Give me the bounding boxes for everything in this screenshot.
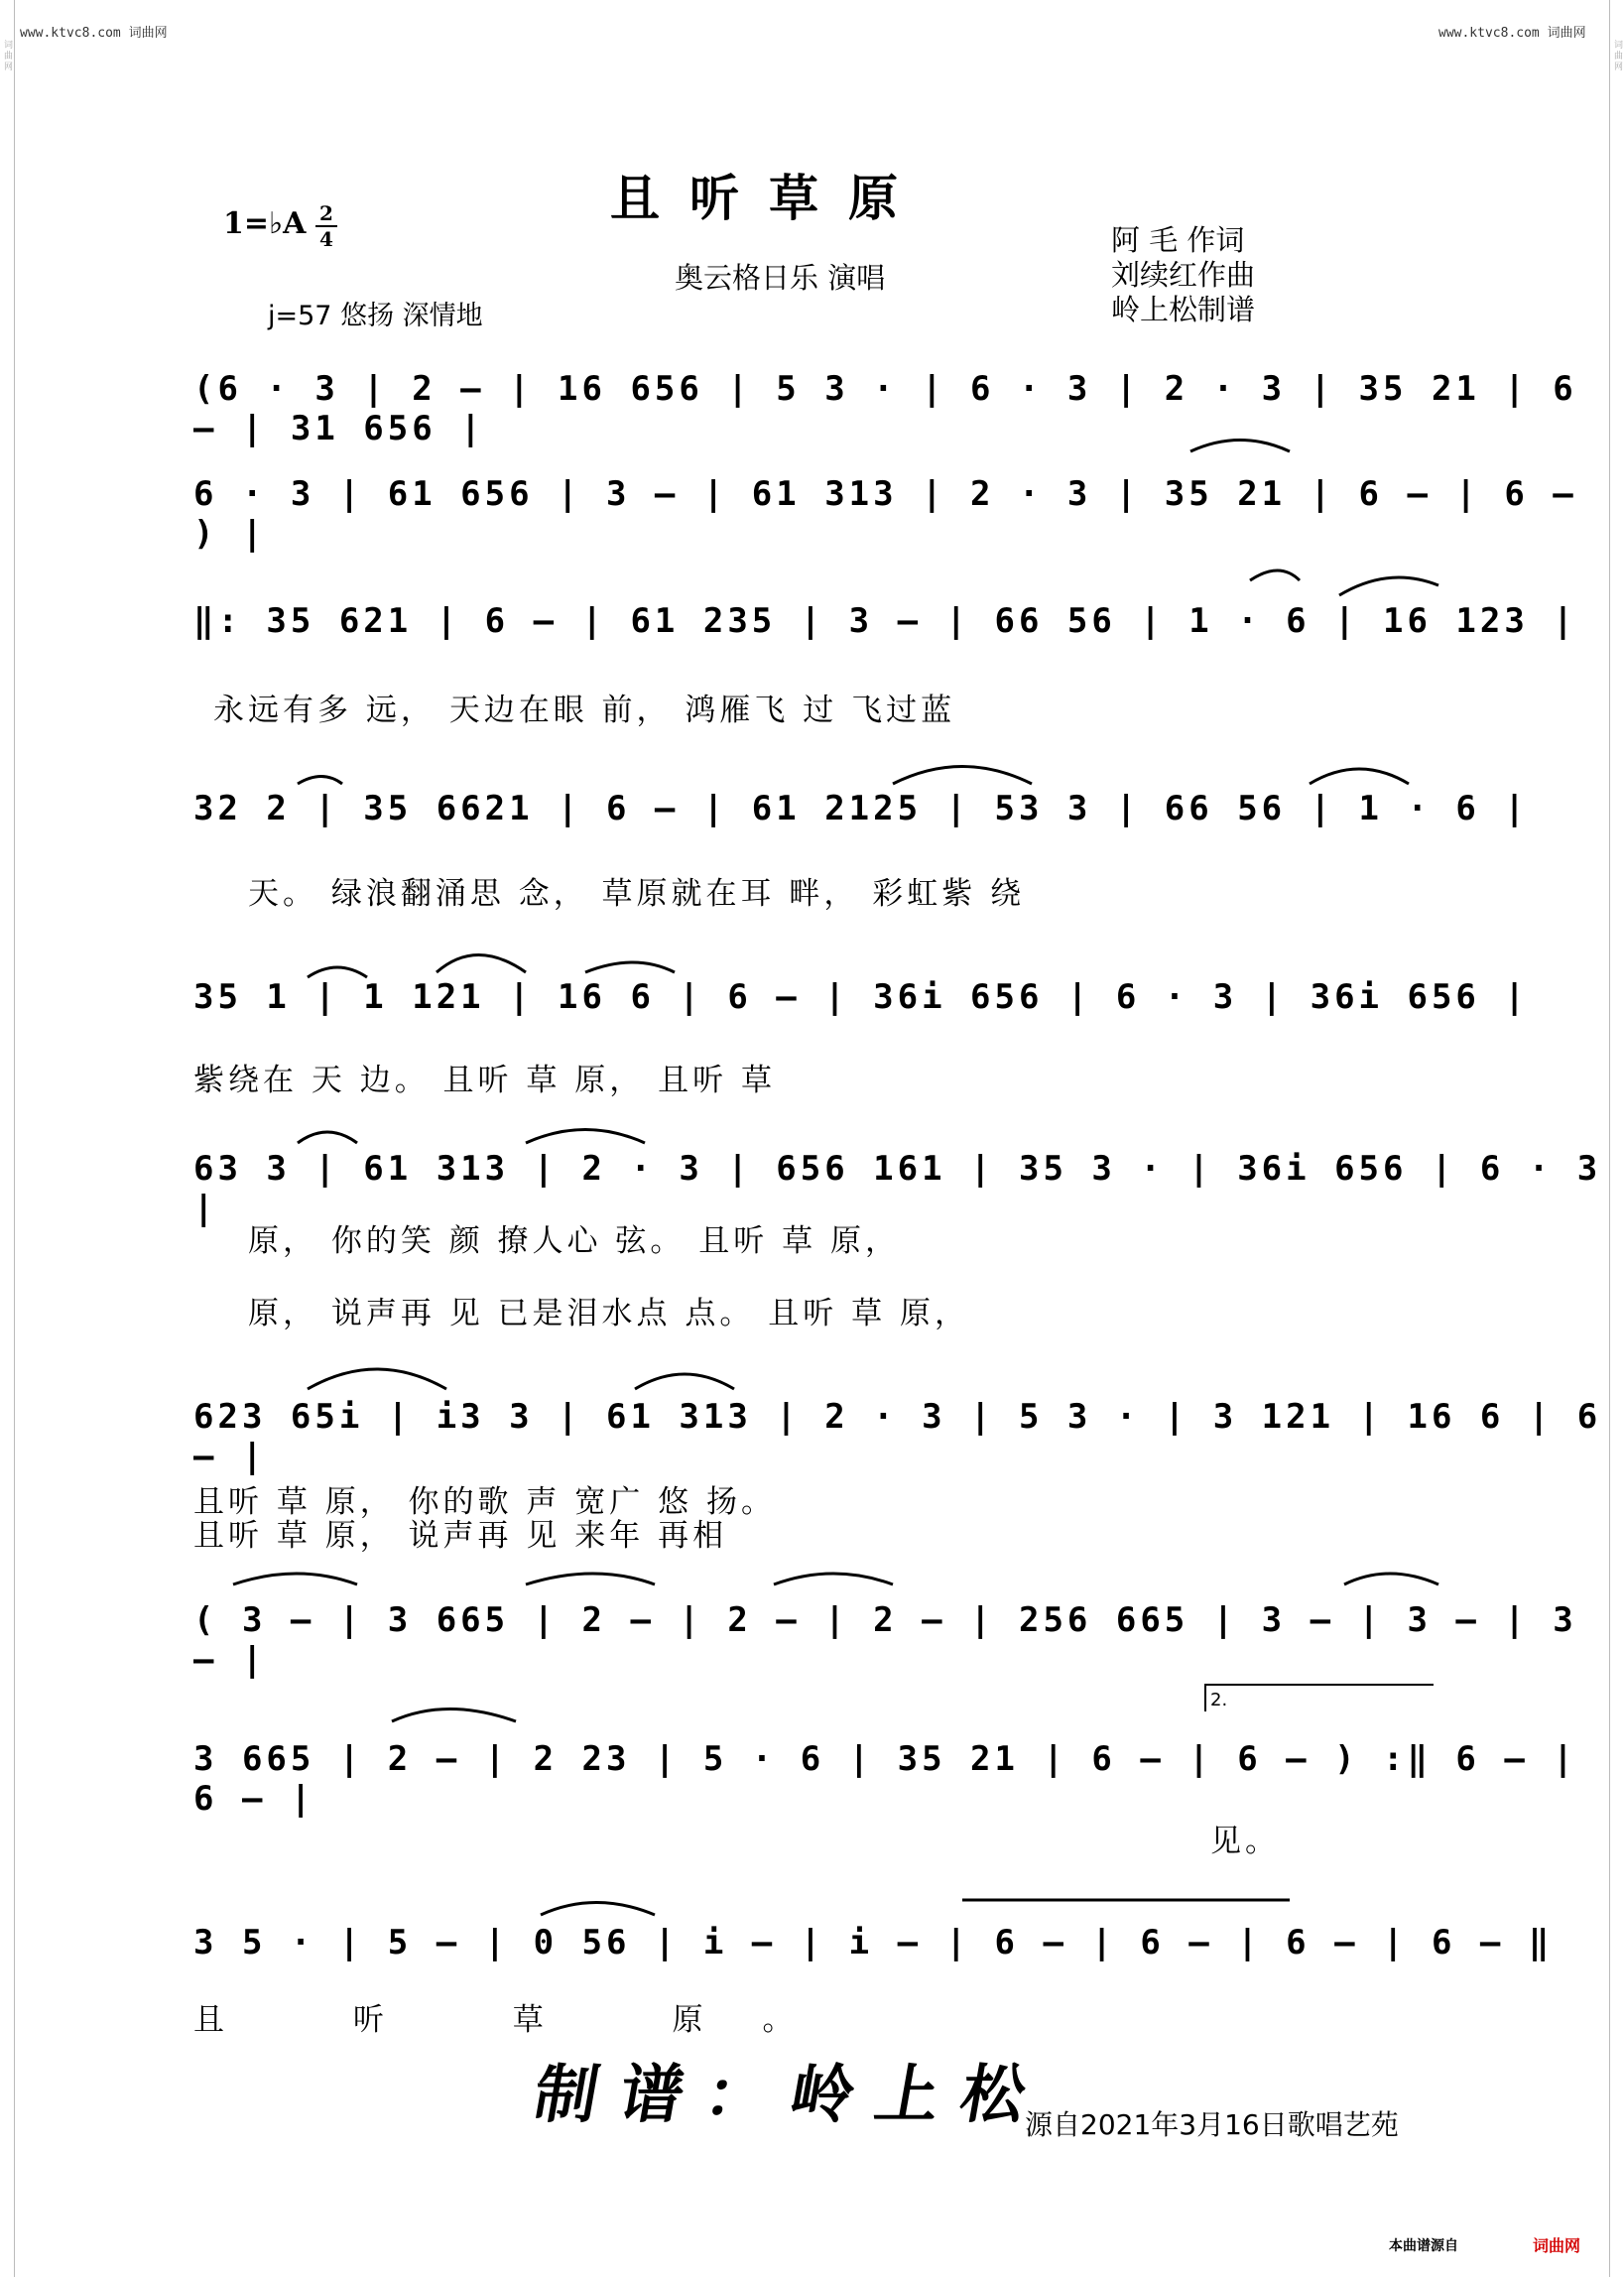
time-signature-top: 2 xyxy=(315,201,337,227)
score-row-1: (6 · 3 | 2 – | 16 656 | 5 3 · | 6 · 3 | 2 · 3 | 35 21 | 6 – | 31 656 | xyxy=(193,369,1577,448)
score-row-3: ‖: 35 621 | 6 – | 61 235 | 3 – | 66 56 | 1 · 6 | 16 123 | xyxy=(193,601,1577,641)
slur-19 xyxy=(541,1903,655,1916)
slur-2 xyxy=(1339,577,1438,595)
slur-17 xyxy=(1344,1574,1438,1584)
slur-15 xyxy=(526,1574,655,1584)
top-left-watermark: www.ktvc8.com 词曲网 xyxy=(20,26,168,41)
performer-credit: 奥云格日乐 演唱 xyxy=(675,261,886,295)
slur-9 xyxy=(585,962,675,972)
slur-6 xyxy=(1310,769,1409,784)
footer-logo: 词曲网 xyxy=(1533,2236,1581,2255)
lyric-row-5: 紫绕在 天 边。 且听 草 原， 且听 草 xyxy=(193,1063,776,1098)
top-right-watermark: www.ktvc8.com 词曲网 xyxy=(1438,26,1586,41)
left-side-watermark-strip: 词曲网 xyxy=(0,0,15,2277)
score-row-7: 623 65i | i3 3 | 61 313 | 2 · 3 | 5 3 · | 3 121 | 16 6 | 6 – | xyxy=(193,1397,1602,1476)
score-row-2: 6 · 3 | 61 656 | 3 – | 61 313 | 2 · 3 | 35 21 | 6 – | 6 – ) | xyxy=(193,474,1577,554)
transcriber-credit: 岭上松制谱 xyxy=(1111,293,1256,326)
tempo-marking: j=57 悠扬 深情地 xyxy=(268,301,483,331)
composer-credit: 刘续红作曲 xyxy=(1111,258,1256,292)
slur-8 xyxy=(437,955,526,973)
slur-16 xyxy=(774,1574,893,1584)
slur-10 xyxy=(298,1132,357,1143)
second-ending-bracket xyxy=(1205,1685,1434,1711)
source-note: 源自2021年3月16日歌唱艺苑 xyxy=(1025,2108,1399,2141)
lyric-row-6a: 原， 你的笑 颜 撩人心 弦。 且听 草 原， xyxy=(248,1223,900,1259)
slur-14 xyxy=(233,1574,357,1584)
slur-1 xyxy=(1190,441,1290,452)
lyric-row-10: 且 听 草 原。 xyxy=(193,2002,853,2038)
lyric-row-7a: 且听 草 原， 你的歌 声 宽广 悠 扬。 xyxy=(193,1484,776,1520)
slur-13 xyxy=(635,1374,734,1389)
slur-11 xyxy=(526,1130,645,1144)
lyric-row-6b: 原， 说声再 见 已是泪水点 点。 且听 草 原， xyxy=(248,1296,969,1331)
score-row-9: 3 665 | 2 – | 2 23 | 5 · 6 | 35 21 | 6 – | 6 – ) :‖ 6 – | 6 – | xyxy=(193,1739,1577,1819)
time-signature-bottom: 4 xyxy=(319,227,333,251)
lyric-row-7b: 且听 草 原， 说声再 见 来年 再相 xyxy=(193,1518,728,1554)
score-row-4: 32 2 | 35 6621 | 6 – | 61 2125 | 53 3 | 66 56 | 1 · 6 | xyxy=(193,789,1529,828)
score-row-6: 63 3 | 61 313 | 2 · 3 | 656 161 | 35 3 · | 36i 656 | 6 · 3 | xyxy=(193,1149,1602,1228)
lyric-row-3: 永远有多 远， 天边在眼 前， 鸿雁飞 过 飞过蓝 xyxy=(213,693,956,728)
right-side-watermark-strip: 词曲网 xyxy=(1609,0,1624,2277)
slur-7 xyxy=(308,967,367,977)
score-row-8: ( 3 – | 3 665 | 2 – | 2 – | 2 – | 256 665 | 3 – | 3 – | 3 – | xyxy=(193,1600,1577,1680)
song-title: 且听草原 xyxy=(610,170,928,227)
score-row-5: 35 1 | 1 121 | 16 6 | 6 – | 36i 656 | 6 · 3 | 36i 656 | xyxy=(193,977,1529,1017)
score-row-10: 3 5 · | 5 – | 0 56 | i – | i – | 6 – | 6 – | 6 – | 6 – ‖ xyxy=(193,1923,1554,1962)
footer-note: 本曲谱源自 xyxy=(1389,2238,1458,2254)
key-signature: 1=♭A xyxy=(223,206,307,241)
transcriber-signature: 制谱：岭上松 xyxy=(528,2058,1054,2132)
slur-5 xyxy=(893,767,1032,785)
lyric-row-9: 见。 xyxy=(1210,1824,1280,1859)
slur-3 xyxy=(1250,570,1300,580)
lyricist-credit: 阿 毛 作词 xyxy=(1111,223,1245,257)
slur-12 xyxy=(308,1369,446,1389)
slur-18 xyxy=(392,1709,516,1722)
slur-4 xyxy=(298,777,342,785)
second-ending-mark: 2. xyxy=(1210,1690,1228,1710)
lyric-row-4: 天。 绿浪翻涌思 念， 草原就在耳 畔， 彩虹紫 绕 xyxy=(248,876,1026,912)
